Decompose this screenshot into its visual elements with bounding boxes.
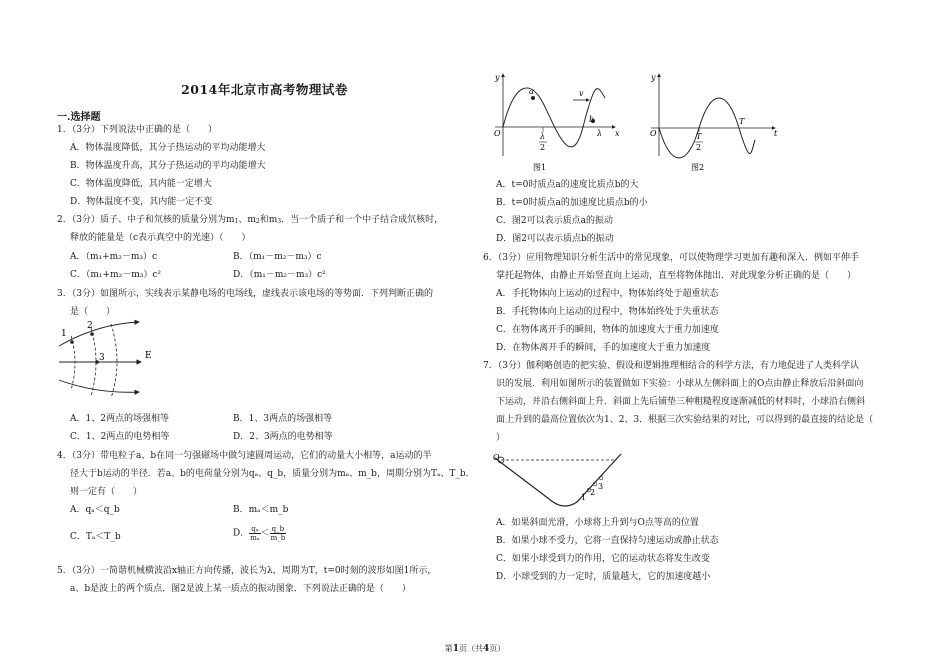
q2-option-d[interactable]: D．（m₁－m₂－m₃）c² (233, 270, 326, 280)
q2-option-a[interactable]: A．（m₁+m₂－m₃）c (70, 252, 158, 262)
q1-option-a[interactable]: A．物体温度降低，其分子热运动的平均动能增大 (70, 143, 266, 153)
equipotential-1 (71, 336, 75, 390)
label-e: E (145, 351, 152, 361)
q7-stem-cont3: 面上升到的最高位置依次为1、2、3．根据三次实验结果的对比，可以得到的最直接的结论是（ (496, 415, 874, 425)
label-pos-2: 2 (590, 488, 596, 497)
q3-option-b[interactable]: B．1、3两点的场强相等 (233, 414, 333, 424)
fig2-half-T: T (696, 132, 702, 141)
q6-stem: 6．（3分）应用物理知识分析生活中的常见现象，可以使物理学习更加有趣和深入．例如平伸手 (483, 253, 859, 263)
q2-option-b[interactable]: B．（m₁－m₂－m₃）c (233, 252, 322, 262)
fig1-label-b: b (589, 115, 595, 124)
label-pos-3: 3 (598, 482, 604, 491)
section-heading: 一.选择题 (57, 112, 101, 123)
q1-option-b[interactable]: B．物体温度升高，其分子热运动的平均动能增大 (70, 161, 266, 171)
q4-stem-cont1: 径大于b运动的半径．若a、b的电荷量分别为qₐ、q_b，质量分别为mₐ、m_b，周期分别为Tₐ、T_b． (70, 469, 475, 479)
q5-option-a[interactable]: A．t=0时质点a的速度比质点b的大 (496, 180, 639, 190)
q7-stem: 7．（3分）伽利略创造的把实验、假设和逻辑推理相结合的科学方法，有力地促进了人类科学认 (483, 361, 859, 371)
fig1-label-v: v (579, 89, 584, 98)
paper-title: 2014年北京市高考物理试卷 (181, 82, 348, 97)
fig1-x-label: x (615, 129, 620, 138)
q6-option-d[interactable]: D．在物体离开手的瞬间，手的加速度大于重力加速度 (496, 343, 711, 353)
q5-figure-1 (489, 70, 629, 176)
page-total: 4 (483, 644, 490, 654)
incline-track (495, 454, 621, 506)
fig2-origin: O (650, 129, 657, 138)
q7-stem-cont2: 下运动，并沿右侧斜面上升．斜面上先后铺垫三种粗糙程度逐渐减低的材料时，小球沿右侧斜 (496, 397, 866, 407)
q5-option-b[interactable]: B．t=0时质点a的加速度比质点b的小 (496, 198, 648, 208)
q7-option-b[interactable]: B．如果小球不受力，它将一直保持匀速运动或静止状态 (496, 536, 719, 546)
label-pos-1: 1 (581, 493, 587, 502)
q4-option-d[interactable]: D． $\frac{\text{qₐ}}{\text{mₐ}}$ ＜ $\frac{q\_b}{m\_b}$ (233, 525, 286, 542)
fig2-T: T (739, 117, 745, 126)
equipotential-3 (111, 324, 117, 398)
fig1-origin: O (494, 129, 501, 138)
fig1-lambda-full: λ (597, 129, 603, 138)
q7-option-c[interactable]: C．如果小球受到力的作用，它的运动状态将发生改变 (496, 554, 710, 564)
q3-field-figure (57, 318, 157, 398)
q2-stem-cont: 释放的能量是（c表示真空中的光速）（ ） (70, 233, 251, 243)
fig1-y-label: y (495, 73, 500, 82)
q2-stem: 2．（3分）质子、中子和氘核的质量分别为m1、m2和m3．当一个质子和一个中子结合成氘核时， (57, 215, 444, 225)
point-2 (90, 332, 94, 336)
fig1-two: 2 (540, 143, 546, 152)
point-1 (70, 340, 74, 344)
q1-option-c[interactable]: C．物体温度降低，其内能一定增大 (70, 179, 212, 189)
q7-stem-cont1: 识的发展．利用如图所示的装置做如下实验：小球从左侧斜面上的O点由静止释放后沿斜面向 (496, 379, 864, 389)
q6-option-a[interactable]: A．手托物体向上运动的过程中，物体始终处于超重状态 (496, 289, 719, 299)
q5-stem: 5．（3分）一简谐机械横波沿x轴正方向传播，波长为λ，周期为T，t=0时刻的波形如图1所示， (57, 566, 437, 576)
label-1: 1 (61, 329, 67, 339)
q3-option-a[interactable]: A．1、2两点的场强相等 (70, 414, 169, 424)
label-3: 3 (99, 353, 105, 363)
field-line-bottom (59, 380, 139, 392)
q5-option-d[interactable]: D．图2可以表示质点b的振动 (496, 234, 614, 244)
page-number: 1 (452, 644, 459, 654)
q3-stem-cont: 是（ ） (70, 307, 116, 317)
q5-stem-cont: a、b是波上的两个质点．图2是波上某一质点的振动图象．下列说法正确的是（ ） (70, 584, 411, 594)
q4-option-a[interactable]: A．qₐ＜q_b (70, 505, 120, 515)
q7-option-d[interactable]: D．小球受到的力一定时，质量越大，它的加速度越小 (496, 572, 711, 582)
q7-stem-cont4: ） (496, 433, 506, 443)
q4-option-c[interactable]: C．Tₐ＜T_b (70, 532, 121, 542)
q3-option-c[interactable]: C．1、2两点的电势相等 (70, 432, 170, 442)
q7-incline-figure (493, 450, 633, 510)
fig1-lambda: λ (540, 132, 546, 141)
label-2: 2 (87, 321, 93, 331)
q3-stem: 3．（3分）如图所示，实线表示某静电场的电场线，虚线表示该电场的等势面．下列判断正确的 (57, 289, 433, 299)
q6-option-c[interactable]: C．在物体离开手的瞬间，物体的加速度大于重力加速度 (496, 325, 719, 335)
q5-option-c[interactable]: C．图2可以表示质点a的振动 (496, 216, 613, 226)
fig1-label-a: a (529, 87, 534, 96)
q5-figure-2 (647, 70, 783, 176)
fig2-caption: 图2 (691, 163, 705, 172)
q4-stem-cont2: 则一定有（ ） (70, 487, 143, 497)
fig1-caption: 图1 (533, 163, 547, 172)
q4-stem: 4．（3分）带电粒子a、b在同一匀强磁场中做匀速圆周运动，它们的动量大小相等，a运动的半 (57, 451, 432, 461)
fig1-point-a (531, 96, 535, 100)
fig2-y-label: y (651, 73, 656, 82)
q3-option-d[interactable]: D．2、3两点的电势相等 (233, 432, 333, 442)
q4-option-b[interactable]: B．mₐ＜m_b (233, 505, 289, 515)
q6-stem-cont: 掌托起物体，由静止开始竖直向上运动，直至将物体抛出．对此现象分析正确的是（ ） (496, 271, 857, 281)
q6-option-b[interactable]: B．手托物体向上运动的过程中，物体始终处于失重状态 (496, 307, 719, 317)
fig2-two: 2 (696, 143, 702, 152)
q2-option-c[interactable]: C．（m₁+m₂－m₃）c² (70, 270, 162, 280)
q1-option-d[interactable]: D．物体温度不变，其内能一定不变 (70, 197, 213, 207)
q7-option-a[interactable]: A．如果斜面光滑，小球将上升到与O点等高的位置 (496, 518, 699, 528)
page-footer: 第1页（共4页） (444, 644, 506, 654)
label-o: O (493, 453, 500, 462)
q1-stem: 1．（3分）下列说法中正确的是（ ） (57, 125, 217, 135)
fig2-t-label: t (774, 129, 778, 138)
